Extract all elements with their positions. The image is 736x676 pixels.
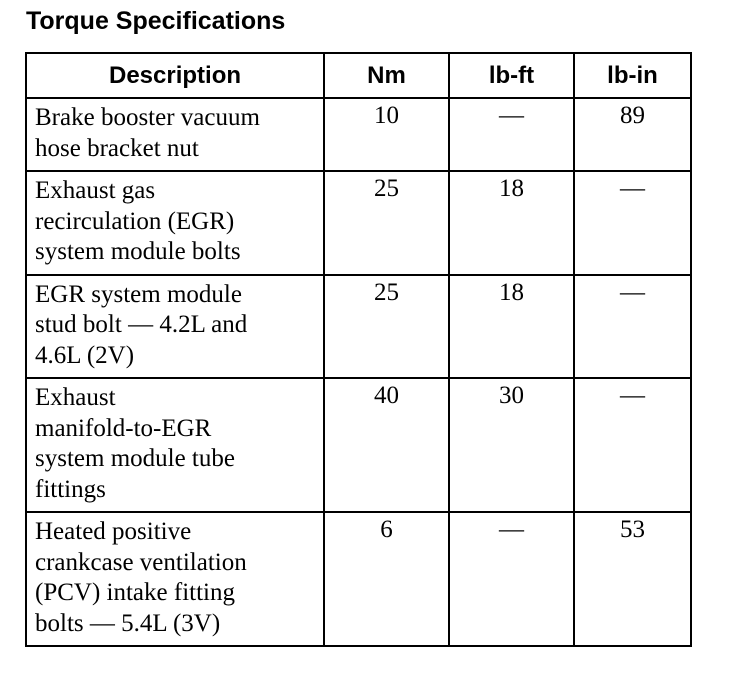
lb-in-value-cell: —	[574, 378, 691, 512]
description-cell	[26, 98, 324, 171]
description-line: recirculation (EGR)	[35, 207, 235, 235]
description-line: Brake booster vacuum	[35, 104, 260, 131]
description-line: EGR system module	[35, 280, 242, 308]
nm-value-cell: 6	[324, 512, 449, 646]
table-row	[26, 275, 691, 379]
description-line: fittings	[35, 475, 106, 503]
description-line: Heated positive	[35, 518, 192, 545]
description-line: manifold-to-EGR	[35, 414, 212, 442]
column-header-lb-ft: lb-ft	[449, 53, 574, 98]
description-line: system module tube	[35, 445, 235, 472]
column-header-nm: Nm	[324, 53, 449, 98]
lb-ft-value-cell: —	[449, 98, 574, 171]
description-line: system module bolts	[35, 238, 241, 265]
lb-in-value-cell: —	[574, 275, 691, 379]
lb-ft-value-cell: —	[449, 512, 574, 646]
header-row	[26, 53, 691, 98]
lb-ft-value-cell: 30	[449, 378, 574, 512]
description-line: hose bracket nut	[35, 134, 199, 162]
nm-value-cell: 25	[324, 275, 449, 379]
table-row	[26, 98, 691, 171]
lb-ft-value-cell: 18	[449, 171, 574, 275]
torque-spec-table	[25, 52, 692, 647]
lb-in-value-cell: 53	[574, 512, 691, 646]
description-cell	[26, 378, 324, 512]
page-title: Torque Specifications	[26, 7, 286, 35]
description-line: Exhaust	[35, 384, 116, 411]
table-header	[26, 53, 691, 98]
description-line: (PCV) intake fitting	[35, 579, 235, 606]
description-line: Exhaust gas	[35, 177, 156, 204]
description-line: crankcase ventilation	[35, 548, 247, 576]
nm-value-cell: 25	[324, 171, 449, 275]
table-row	[26, 512, 691, 646]
description-cell	[26, 512, 324, 646]
nm-value-cell: 40	[324, 378, 449, 512]
table-body	[26, 98, 691, 646]
description-cell	[26, 275, 324, 379]
lb-ft-value-cell: 18	[449, 275, 574, 379]
description-cell	[26, 171, 324, 275]
table-row	[26, 378, 691, 512]
nm-value-cell: 10	[324, 98, 449, 171]
lb-in-value-cell: 89	[574, 98, 691, 171]
table-row	[26, 171, 691, 275]
description-line: stud bolt — 4.2L and	[35, 311, 248, 338]
description-line: bolts — 5.4L (3V)	[35, 609, 221, 637]
column-header-lb-in: lb-in	[574, 53, 691, 98]
lb-in-value-cell: —	[574, 171, 691, 275]
description-line: 4.6L (2V)	[35, 341, 135, 369]
column-header-description: Description	[26, 53, 324, 98]
